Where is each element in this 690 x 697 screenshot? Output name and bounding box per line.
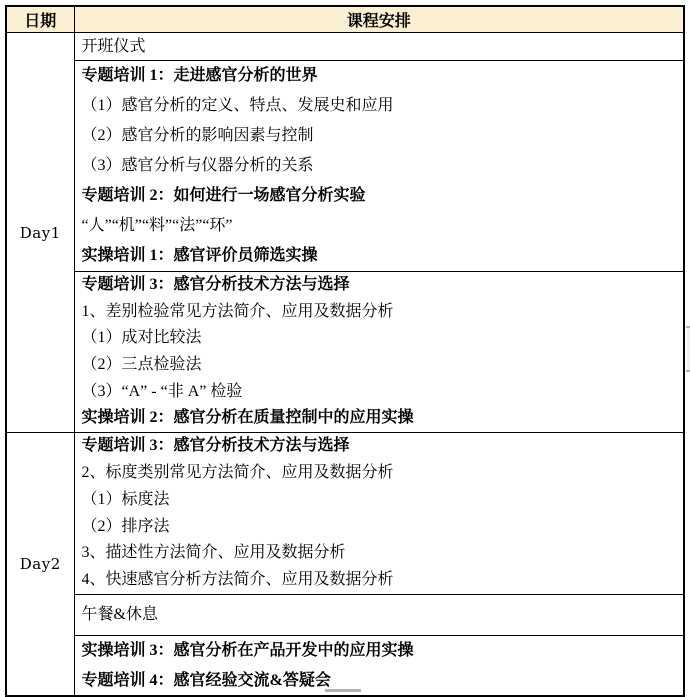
schedule-line: 4、快速感官分析方法简介、应用及数据分析 [81,571,394,589]
session-title-line: 实操培训 3：感官分析在产品开发中的应用实操 [81,642,414,659]
session-title-line: 专题培训 3：感官分析技术方法与选择 [81,437,350,455]
schedule-line: 1、差别检验常见方法简介、应用及数据分析 [81,302,394,320]
schedule-line: （1）标度法 [81,490,170,508]
schedule-line: （1）感官分析的定义、特点、发展史和应用 [81,97,394,114]
schedule-line: （2）排序法 [81,517,170,535]
session-title-line: 专题培训 4：感官经验交流&答疑会 [81,671,331,689]
table-row [6,595,684,636]
table-row [6,272,684,433]
day2-closing-cell [74,636,684,697]
table-header-row [6,6,684,33]
day1-opening-cell [74,33,684,61]
table-row [6,33,684,61]
session-title-line: 实操培训 1：感官评价员筛选实操 [81,247,318,264]
session-title-line: 专题培训 2：如何进行一场感官分析实验 [81,187,366,204]
session-title-line: 专题培训 1：走进感官分析的世界 [81,67,318,84]
vertical-scrollbar-thumb-bottom-edge[interactable] [686,370,690,372]
session-title-line: 实操培训 2：感官分析在质量控制中的应用实操 [81,409,414,427]
horizontal-scrollbar-thumb[interactable] [325,689,361,692]
date-column-header: 日期 [6,6,74,33]
vertical-scrollbar-thumb-top-edge[interactable] [686,326,690,328]
schedule-line: （3）感官分析与仪器分析的关系 [81,157,314,174]
course-schedule-table [5,5,685,697]
schedule-line-lunch-break: 午餐&休息 [81,606,158,623]
schedule-line: “人”“机”“料”“法”“环” [81,217,233,234]
day1-label-cell: Day1 [6,33,74,433]
table-row [6,433,684,595]
schedule-line: 2、标度类别常见方法简介、应用及数据分析 [81,463,394,481]
schedule-line: （2）感官分析的影响因素与控制 [81,127,314,144]
day2-morning-cell [74,433,684,595]
session-title-line: 专题培训 3：感官分析技术方法与选择 [81,276,350,294]
schedule-column-header: 课程安排 [74,6,684,33]
table-row [6,61,684,272]
lunch-break-cell [74,595,684,636]
table-row [6,636,684,697]
day1-afternoon-cell [74,272,684,433]
day1-morning-cell [74,61,684,272]
day2-label-cell: Day2 [6,433,74,697]
schedule-line: （1）成对比较法 [81,329,202,347]
schedule-line-opening-ceremony: 开班仪式 [81,38,146,55]
schedule-line: （3）“A” - “非 A” 检验 [81,382,243,400]
schedule-line: （2）三点检验法 [81,356,202,373]
schedule-line: 3、描述性方法简介、应用及数据分析 [81,544,346,562]
